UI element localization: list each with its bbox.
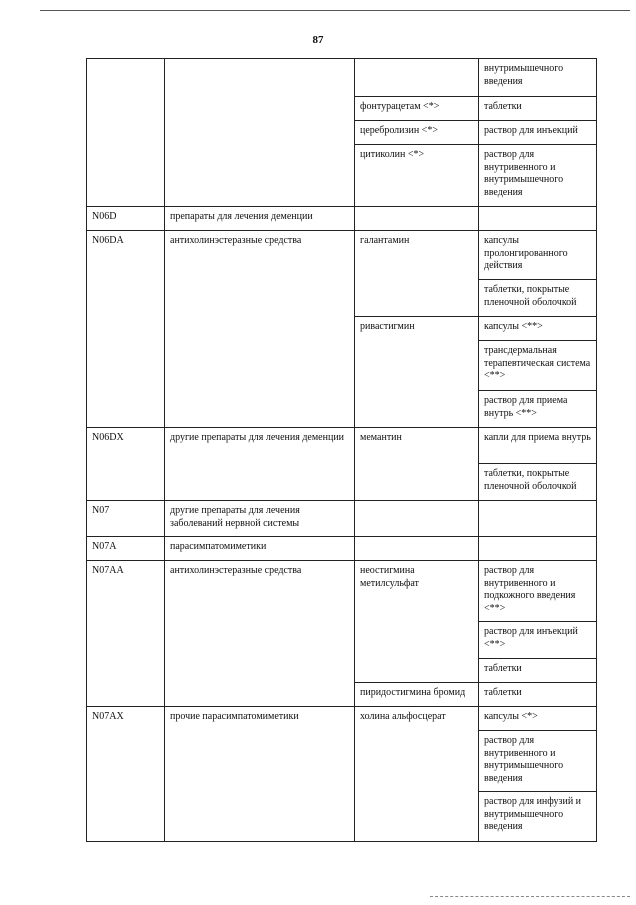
dosage-form-cell: раствор для инфузий и внутримышечного введения: [479, 792, 597, 842]
table-row: [87, 537, 597, 561]
atc-code-cell: [87, 59, 165, 207]
atc-code-cell: N06D: [87, 207, 165, 231]
drug-name-cell: церебролизин <*>: [355, 121, 479, 145]
group-name-cell: парасимпатомиметики: [165, 537, 355, 561]
dosage-form-cell: трансдермальная терапевтическая система <**>: [479, 341, 597, 391]
table-row: [87, 501, 597, 537]
group-name-cell: другие препараты для лечения заболеваний нервной системы: [165, 501, 355, 537]
table-row: [87, 561, 597, 622]
group-name-cell: препараты для лечения деменции: [165, 207, 355, 231]
dosage-form-cell: раствор для внутривенного и внутримышечного введения: [479, 145, 597, 207]
dosage-form-cell: раствор для приема внутрь <**>: [479, 391, 597, 428]
scan-edge-line: [40, 10, 630, 11]
dosage-form-cell: раствор для внутривенного и подкожного введения <**>: [479, 561, 597, 622]
drug-name-cell: галантамин: [355, 231, 479, 317]
drug-name-cell: [355, 501, 479, 537]
dosage-form-cell: [479, 501, 597, 537]
dosage-form-cell: [479, 207, 597, 231]
group-name-cell: антихолинэстеразные средства: [165, 561, 355, 707]
group-name-cell: другие препараты для лечения деменции: [165, 428, 355, 501]
dosage-form-cell: капсулы <**>: [479, 317, 597, 341]
drug-name-cell: фонтурацетам <*>: [355, 97, 479, 121]
drug-name-cell: неостигмина метилсульфат: [355, 561, 479, 683]
page-number: 87: [312, 34, 324, 46]
dosage-form-cell: таблетки: [479, 659, 597, 683]
dosage-form-cell: капли для приема внутрь: [479, 428, 597, 464]
dosage-form-cell: раствор для внутривенного и внутримышечного введения: [479, 731, 597, 792]
drug-name-cell: холина альфосцерат: [355, 707, 479, 842]
atc-code-cell: N07A: [87, 537, 165, 561]
atc-code-cell: N07AX: [87, 707, 165, 842]
drug-name-cell: цитиколин <*>: [355, 145, 479, 207]
dosage-form-cell: капсулы <*>: [479, 707, 597, 731]
drug-name-cell: мемантин: [355, 428, 479, 501]
drug-table: [86, 58, 597, 842]
dosage-form-cell: внутримышечного введения: [479, 59, 597, 97]
dosage-form-cell: таблетки, покрытые пленочной оболочкой: [479, 464, 597, 501]
dosage-form-cell: [479, 537, 597, 561]
table-row: [87, 428, 597, 464]
drug-name-cell: [355, 537, 479, 561]
group-name-cell: антихолинэстеразные средства: [165, 231, 355, 428]
dosage-form-cell: капсулы пролонгированного действия: [479, 231, 597, 280]
group-name-cell: прочие парасимпатомиметики: [165, 707, 355, 842]
dosage-form-cell: раствор для инъекций <**>: [479, 622, 597, 659]
table-body: [87, 59, 597, 842]
drug-name-cell: ривастигмин: [355, 317, 479, 428]
dosage-form-cell: таблетки: [479, 683, 597, 707]
dosage-form-cell: таблетки, покрытые пленочной оболочкой: [479, 280, 597, 317]
drug-name-cell: [355, 207, 479, 231]
drug-name-cell: [355, 59, 479, 97]
table-row: [87, 231, 597, 280]
atc-code-cell: N06DX: [87, 428, 165, 501]
table-row: [87, 59, 597, 97]
scan-edge-line-bottom: [430, 896, 630, 897]
dosage-form-cell: раствор для инъекций: [479, 121, 597, 145]
atc-code-cell: N07: [87, 501, 165, 537]
table-row: [87, 207, 597, 231]
drug-name-cell: пиридостигмина бромид: [355, 683, 479, 707]
dosage-form-cell: таблетки: [479, 97, 597, 121]
table-row: [87, 707, 597, 731]
atc-code-cell: N07AA: [87, 561, 165, 707]
group-name-cell: [165, 59, 355, 207]
atc-code-cell: N06DA: [87, 231, 165, 428]
